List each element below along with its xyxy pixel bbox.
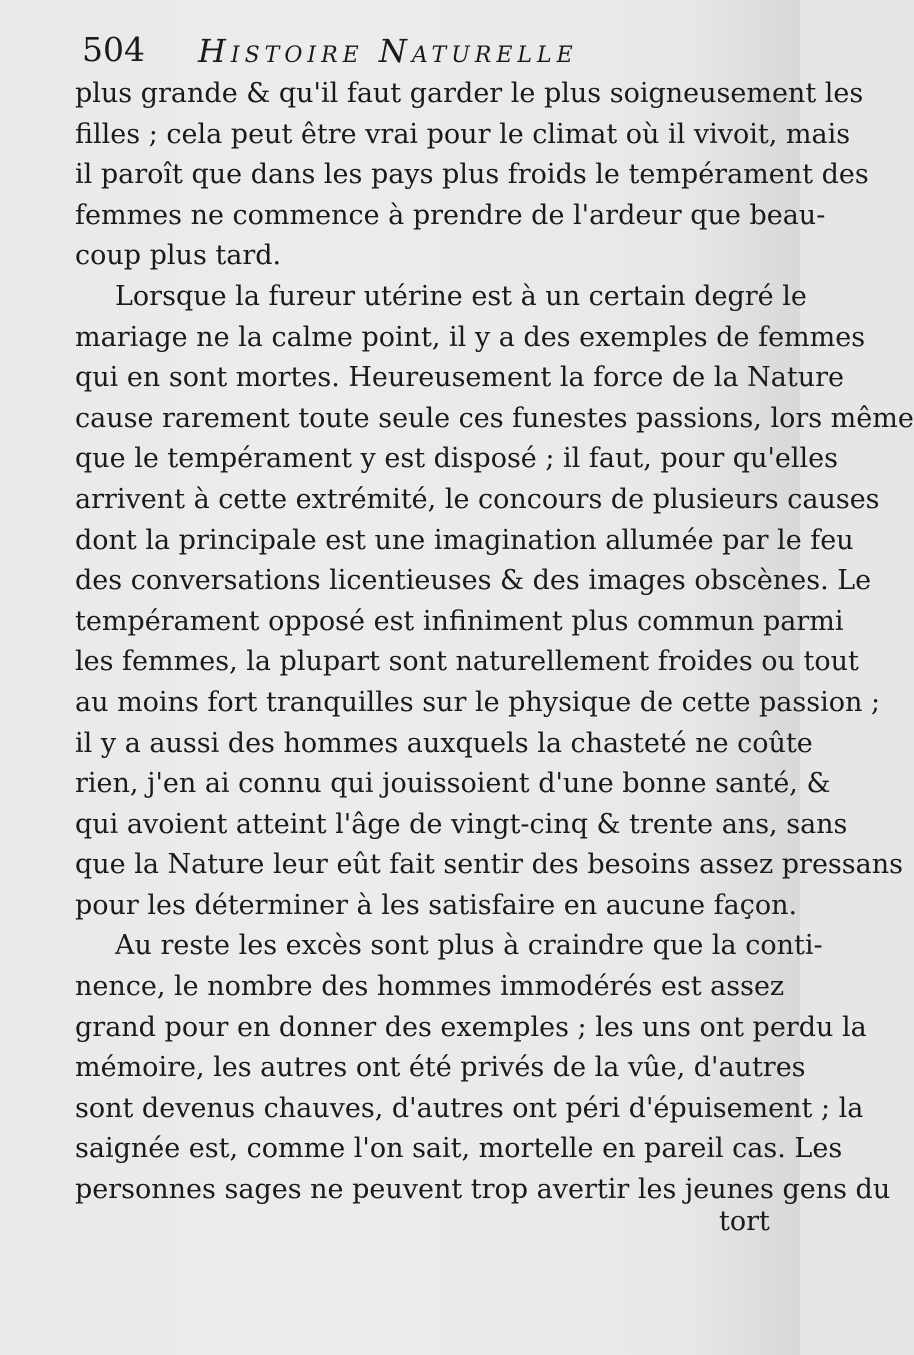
text-line: au moins fort tranquilles sur le physique de cette passion ; <box>75 686 881 718</box>
text-line: dont la principale est une imagination allumée par le feu <box>75 524 854 556</box>
text-line: que le tempérament y est disposé ; il faut, pour qu'elles <box>75 443 838 475</box>
text-line: grand pour en donner des exemples ; les uns ont perdu la <box>75 1011 867 1043</box>
text-line: arrivent à cette extrémité, le concours de plusieurs causes <box>75 483 880 515</box>
text-line: mémoire, les autres ont été privés de la vûe, d'autres <box>75 1052 806 1084</box>
page-number: 504 <box>82 30 145 69</box>
text-line: cause rarement toute seule ces funestes passions, lors même <box>75 402 914 434</box>
text-line: filles ; cela peut être vrai pour le climat où il vivoit, mais <box>75 118 851 150</box>
text-line: Lorsque la fureur utérine est à un certain degré le <box>115 280 807 312</box>
body-text <box>75 74 914 1211</box>
text-line: nence, le nombre des hommes immodérés est assez <box>75 971 785 1003</box>
text-line: tempérament opposé est infiniment plus commun parmi <box>75 605 844 637</box>
text-line: pour les déterminer à les satisfaire en aucune façon. <box>75 889 798 921</box>
text-line: il y a aussi des hommes auxquels la chasteté ne coûte <box>75 727 813 759</box>
text-line: femmes ne commence à prendre de l'ardeur que beau- <box>75 199 826 231</box>
running-title: Histoire Naturelle <box>198 32 578 70</box>
text-line: que la Nature leur eût fait sentir des besoins assez pressans <box>75 849 903 881</box>
text-line: sont devenus chauves, d'autres ont péri d'épuisement ; la <box>75 1092 864 1124</box>
text-line: les femmes, la plupart sont naturellement froides ou tout <box>75 646 859 678</box>
text-line: rien, j'en ai connu qui jouissoient d'une bonne santé, & <box>75 768 831 800</box>
text-line: personnes sages ne peuvent trop avertir les jeunes gens du <box>75 1174 891 1206</box>
catchword: tort <box>719 1206 770 1237</box>
text-line: coup plus tard. <box>75 240 282 272</box>
text-line: qui en sont mortes. Heureusement la force de la Nature <box>75 362 844 394</box>
text-line: des conversations licentieuses & des images obscènes. Le <box>75 565 872 597</box>
text-line: il paroît que dans les pays plus froids le tempérament des <box>75 159 869 191</box>
page-header <box>82 30 762 70</box>
text-line: mariage ne la calme point, il y a des exemples de femmes <box>75 321 866 353</box>
text-line: plus grande & qu'il faut garder le plus soigneusement les <box>75 78 864 109</box>
text-line: qui avoient atteint l'âge de vingt-cinq & trente ans, sans <box>75 808 848 840</box>
text-line: saignée est, comme l'on sait, mortelle en pareil cas. Les <box>75 1133 843 1165</box>
text-line: Au reste les excès sont plus à craindre que la conti- <box>115 930 823 962</box>
